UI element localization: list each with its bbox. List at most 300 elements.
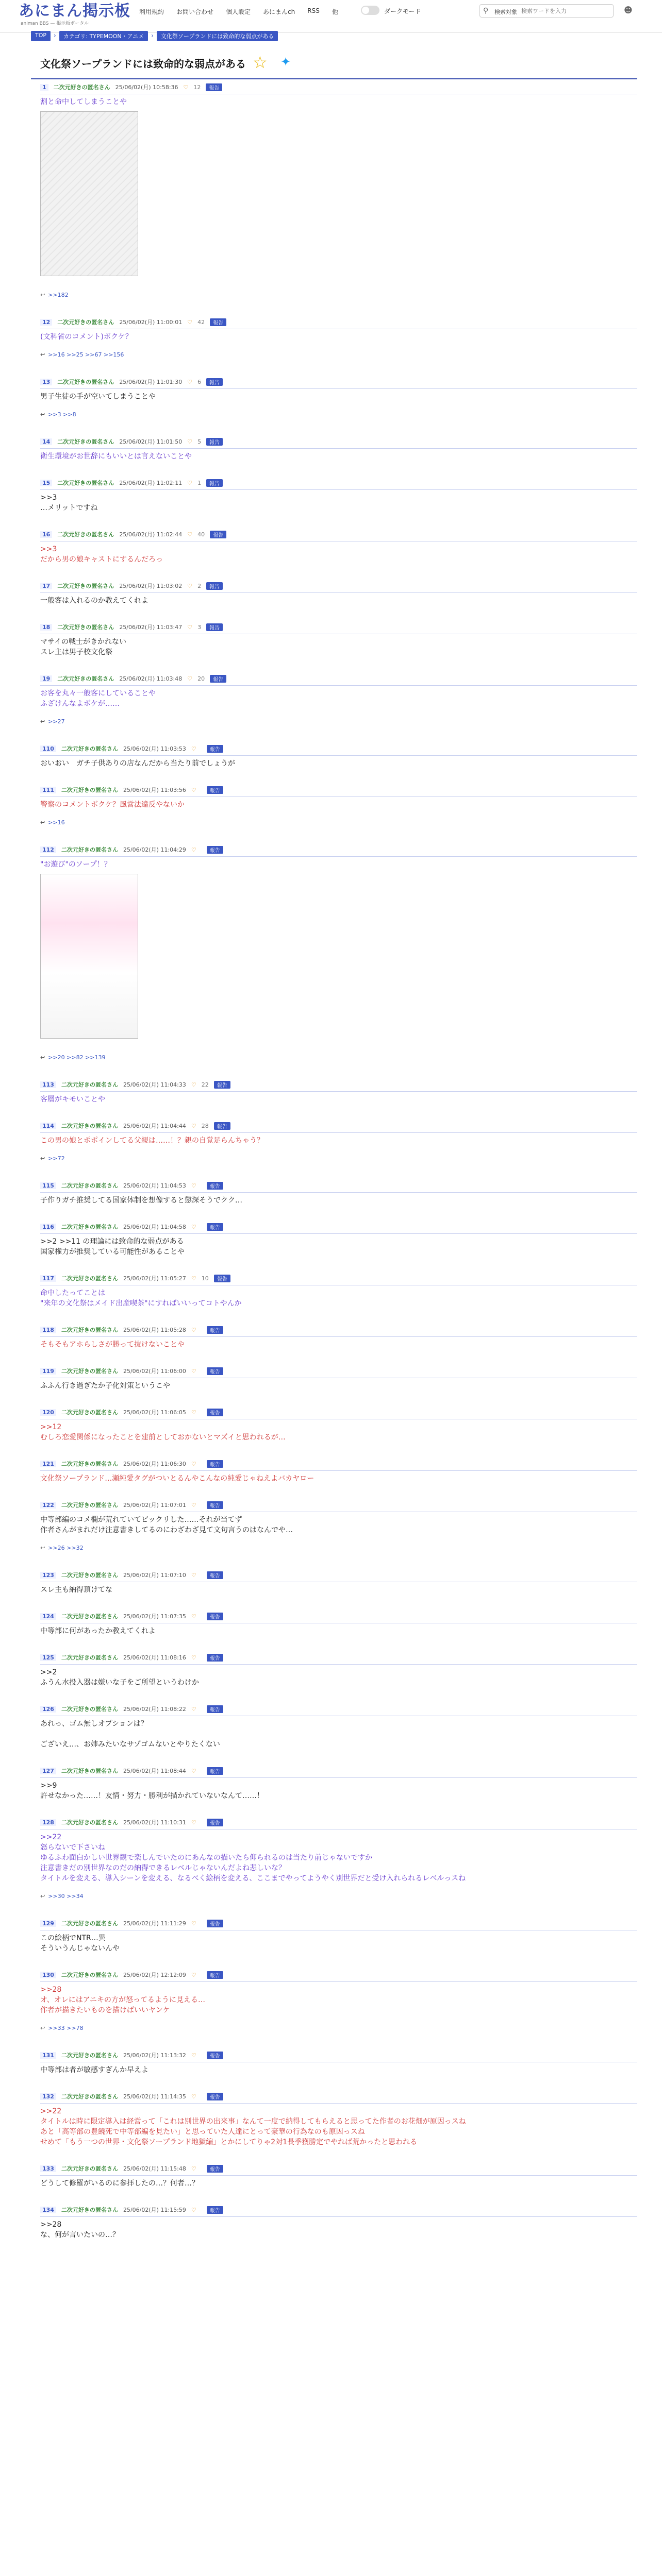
post-header bbox=[40, 1612, 223, 1621]
report-button[interactable]: 報告 bbox=[207, 1501, 223, 1509]
report-button[interactable]: 報告 bbox=[207, 846, 223, 854]
reply-links[interactable] bbox=[40, 411, 76, 418]
dark-mode-label: ダークモード bbox=[384, 8, 421, 15]
post bbox=[31, 317, 637, 377]
good-count: 28 bbox=[201, 1122, 209, 1129]
good-heart-icon[interactable]: ♡ bbox=[187, 318, 193, 326]
post-date: 25/06/02(月) 11:02:11 bbox=[119, 480, 183, 486]
post bbox=[31, 744, 637, 785]
post-date: 25/06/02(月) 11:07:35 bbox=[123, 1613, 186, 1620]
good-heart-icon[interactable]: ♡ bbox=[191, 1182, 196, 1189]
post-header bbox=[40, 1325, 223, 1334]
reply-links[interactable] bbox=[40, 1545, 84, 1551]
post-header bbox=[40, 744, 223, 753]
post-body: >>28 オ、オレにはアニキの方が怒ってるように見える… 作者が描きたいものを描けばいいヤンケ bbox=[40, 1986, 206, 2014]
good-heart-icon[interactable]: ♡ bbox=[191, 1223, 196, 1230]
post-date: 25/06/02(月) 11:04:33 bbox=[123, 1081, 186, 1088]
reply-links[interactable] bbox=[40, 2025, 84, 2031]
post-date: 25/06/02(月) 11:14:35 bbox=[123, 2093, 186, 2100]
post bbox=[31, 785, 637, 845]
post-number[interactable]: 122 bbox=[40, 1502, 56, 1509]
post-divider bbox=[40, 755, 637, 756]
report-button[interactable]: 報告 bbox=[207, 1571, 223, 1579]
post-header bbox=[40, 1459, 223, 1468]
post-divider bbox=[40, 796, 637, 797]
reply-link-list[interactable]: >>30 >>34 bbox=[48, 1893, 84, 1900]
reply-link-list[interactable]: >>72 bbox=[48, 1155, 65, 1162]
post-number[interactable]: 132 bbox=[40, 2093, 56, 2100]
good-heart-icon[interactable]: ♡ bbox=[191, 1571, 196, 1579]
post bbox=[31, 674, 637, 744]
post-date: 25/06/02(月) 11:01:30 bbox=[119, 379, 183, 385]
poster-name: 二次元好きの匿名さん bbox=[61, 787, 118, 793]
reply-link-list[interactable]: >>26 >>32 bbox=[48, 1545, 84, 1551]
post-date: 25/06/02(月) 12:12:09 bbox=[123, 1972, 186, 1978]
poster-name: 二次元好きの匿名さん bbox=[61, 2052, 118, 2059]
reply-arrow-icon: ↩ bbox=[40, 1545, 45, 1551]
reply-arrow-icon: ↩ bbox=[40, 819, 45, 826]
post-number[interactable]: 110 bbox=[40, 745, 56, 752]
post bbox=[31, 530, 637, 581]
post bbox=[31, 1766, 637, 1818]
dark-mode-toggle[interactable] bbox=[361, 6, 379, 15]
post-number[interactable]: 14 bbox=[40, 438, 52, 445]
post-divider bbox=[40, 1091, 637, 1092]
good-heart-icon[interactable]: ♡ bbox=[191, 1501, 196, 1509]
poster-name: 二次元好きの匿名さん bbox=[57, 319, 114, 326]
post-header bbox=[40, 1222, 223, 1231]
post-number[interactable]: 117 bbox=[40, 1275, 56, 1282]
report-button[interactable]: 報告 bbox=[207, 2206, 223, 2214]
post-divider bbox=[40, 2103, 637, 2104]
reply-arrow-icon: ↩ bbox=[40, 351, 45, 358]
good-heart-icon[interactable]: ♡ bbox=[191, 745, 196, 752]
post-body: >>9 許せなかった……！友情・努力・勝利が描かれていないなんて……！ bbox=[40, 1782, 264, 1800]
post-date: 25/06/02(月) 11:06:00 bbox=[123, 1368, 186, 1375]
reply-arrow-icon: ↩ bbox=[40, 1893, 45, 1900]
poster-name: 二次元好きの匿名さん bbox=[61, 1613, 118, 1620]
post bbox=[31, 2050, 637, 2092]
post-number[interactable]: 131 bbox=[40, 2052, 56, 2059]
post bbox=[31, 1181, 637, 1222]
post-date: 25/06/02(月) 11:03:02 bbox=[119, 583, 183, 589]
post-date: 25/06/02(月) 11:07:01 bbox=[123, 1502, 186, 1509]
post bbox=[31, 2092, 637, 2164]
post-number[interactable]: 18 bbox=[40, 624, 52, 631]
report-button[interactable]: 報告 bbox=[207, 1367, 223, 1375]
good-heart-icon[interactable]: ♡ bbox=[191, 1460, 196, 1467]
report-button[interactable]: 報告 bbox=[207, 1460, 223, 1468]
report-button[interactable]: 報告 bbox=[207, 2165, 223, 2173]
reply-arrow-icon: ↩ bbox=[40, 1155, 45, 1162]
good-heart-icon[interactable]: ♡ bbox=[191, 1326, 196, 1333]
post-date: 25/06/02(月) 11:04:44 bbox=[123, 1123, 186, 1129]
post bbox=[31, 437, 637, 478]
post-body: 客層がキモいことや bbox=[40, 1095, 105, 1104]
poster-name: 二次元好きの匿名さん bbox=[57, 379, 114, 385]
post-number[interactable]: 112 bbox=[40, 846, 56, 853]
post-header bbox=[40, 1121, 230, 1130]
post-date: 25/06/02(月) 11:10:31 bbox=[123, 1819, 186, 1826]
post-date: 25/06/02(月) 11:03:53 bbox=[123, 745, 186, 752]
report-button[interactable]: 報告 bbox=[206, 378, 223, 386]
post-divider bbox=[40, 1233, 637, 1234]
poster-name: 二次元好きの匿名さん bbox=[61, 2207, 118, 2213]
post-number[interactable]: 133 bbox=[40, 2165, 56, 2172]
post-header bbox=[40, 1704, 223, 1714]
report-button[interactable]: 報告 bbox=[207, 1223, 223, 1231]
post-body: おいおい ガチ子供ありの店なんだから当たり前でしょうが bbox=[40, 759, 235, 768]
favorite-star-icon[interactable]: ☆ bbox=[253, 53, 268, 72]
post-date: 25/06/02(月) 11:01:50 bbox=[119, 438, 183, 445]
breadcrumb-thread[interactable]: 文化祭ソープランドには致命的な弱点がある bbox=[157, 31, 278, 41]
good-heart-icon[interactable]: ♡ bbox=[191, 1920, 196, 1927]
reply-arrow-icon: ↩ bbox=[40, 1054, 45, 1061]
post-number[interactable]: 128 bbox=[40, 1819, 56, 1826]
report-button[interactable]: 報告 bbox=[206, 438, 223, 446]
post-number[interactable]: 126 bbox=[40, 1706, 56, 1713]
post-header bbox=[40, 437, 223, 446]
post-number[interactable]: 125 bbox=[40, 1654, 56, 1661]
report-button[interactable]: 報告 bbox=[214, 1275, 230, 1282]
post-header bbox=[40, 2164, 223, 2173]
poster-name: 二次元好きの匿名さん bbox=[61, 846, 118, 853]
report-button[interactable]: 報告 bbox=[207, 2052, 223, 2059]
post-number[interactable]: 115 bbox=[40, 1182, 56, 1189]
reply-links[interactable] bbox=[40, 819, 65, 826]
good-count: 42 bbox=[197, 318, 205, 326]
poster-name: 二次元好きの匿名さん bbox=[57, 531, 114, 538]
post-body: 子作りガチ推奨してる国家体制を想像すると懲深そうでクク… bbox=[40, 1196, 242, 1205]
post-number[interactable]: 118 bbox=[40, 1327, 56, 1333]
post-body: 割と命中してしまうことや bbox=[40, 98, 127, 106]
reply-arrow-icon: ↩ bbox=[40, 718, 45, 725]
good-heart-icon[interactable]: ♡ bbox=[191, 1122, 196, 1129]
good-count: 12 bbox=[193, 83, 201, 91]
post-divider bbox=[40, 1336, 637, 1337]
post-body: >>2 ふうん水投入器は嫌いな子をご所望というわけか bbox=[40, 1668, 199, 1687]
good-heart-icon[interactable]: ♡ bbox=[187, 479, 193, 486]
thread-title-box bbox=[31, 49, 637, 76]
post-date: 25/06/02(月) 11:15:59 bbox=[123, 2207, 186, 2213]
post-number[interactable]: 13 bbox=[40, 379, 52, 385]
site-logo-subtitle: animan BBS — 掲示板ポータル bbox=[21, 21, 89, 26]
post bbox=[31, 1818, 637, 1919]
post-date: 25/06/02(月) 11:03:56 bbox=[123, 787, 186, 793]
post-number[interactable]: 1 bbox=[40, 84, 48, 91]
report-button[interactable]: 報告 bbox=[207, 1326, 223, 1334]
search-scope-select[interactable]: 検索対象 bbox=[494, 9, 517, 15]
poster-name: 二次元好きの匿名さん bbox=[61, 1572, 118, 1579]
manga-panel-image[interactable] bbox=[40, 111, 138, 276]
post-number[interactable]: 127 bbox=[40, 1768, 56, 1774]
good-heart-icon[interactable]: ♡ bbox=[191, 2206, 196, 2213]
title-divider bbox=[31, 78, 637, 79]
good-heart-icon[interactable]: ♡ bbox=[187, 675, 193, 682]
good-heart-icon[interactable]: ♡ bbox=[187, 531, 193, 538]
twitter-share-icon[interactable]: ✦ bbox=[280, 55, 291, 69]
reply-link-list[interactable]: >>3 >>8 bbox=[48, 411, 76, 418]
reply-arrow-icon: ↩ bbox=[40, 292, 45, 298]
search-input[interactable] bbox=[521, 6, 609, 15]
post bbox=[31, 1704, 637, 1766]
report-button[interactable]: 報告 bbox=[210, 531, 226, 538]
reply-link-list[interactable]: >>33 >>78 bbox=[48, 2025, 84, 2031]
report-button[interactable]: 報告 bbox=[210, 675, 226, 683]
breadcrumb-category[interactable]: カテゴリ: TYPEMOON・アニメ bbox=[59, 31, 148, 41]
reply-links[interactable] bbox=[40, 718, 65, 725]
post-number[interactable]: 134 bbox=[40, 2207, 56, 2213]
top-nav bbox=[139, 7, 338, 16]
good-heart-icon[interactable]: ♡ bbox=[183, 83, 189, 91]
good-count: 6 bbox=[197, 378, 202, 385]
poster-name: 二次元好きの匿名さん bbox=[57, 675, 114, 682]
post-body: お客を丸々一般客にしていることや ふざけんなよボケが…… bbox=[40, 689, 156, 708]
post-header bbox=[40, 530, 226, 539]
good-heart-icon[interactable]: ♡ bbox=[191, 1081, 196, 1088]
post-body: >>28 な、何が言いたいの…？ bbox=[40, 2221, 120, 2239]
good-heart-icon[interactable]: ♡ bbox=[187, 582, 193, 589]
good-heart-icon[interactable]: ♡ bbox=[187, 623, 193, 631]
post-header bbox=[40, 1181, 223, 1190]
report-button[interactable]: 報告 bbox=[206, 83, 222, 91]
good-heart-icon[interactable]: ♡ bbox=[191, 846, 196, 853]
report-button[interactable]: 報告 bbox=[207, 786, 223, 794]
breadcrumb-separator-icon: › bbox=[151, 32, 154, 39]
poster-name: 二次元好きの匿名さん bbox=[57, 480, 114, 486]
post-body: >>22 怒らないで下さいね ゆるふわ面白かしい世界観で楽しんでいたのにあんなの描いたら仰られるのは当たり前じゃないですか 注意書きだの別世界なのだの納得できるレベルじゃないんだよね悲しいな？ タイトルを変える、導入シーンを変える、なるべく絵柄を変える、ここまでやってようやく別世界だと受け入れられるレベルっスね bbox=[40, 1833, 466, 1883]
good-heart-icon[interactable]: ♡ bbox=[191, 2093, 196, 2100]
good-heart-icon[interactable]: ♡ bbox=[191, 1654, 196, 1661]
post bbox=[31, 1919, 637, 1970]
post-date: 25/06/02(月) 11:08:22 bbox=[123, 1706, 186, 1713]
post-header bbox=[40, 581, 223, 590]
report-button[interactable]: 報告 bbox=[207, 1182, 223, 1190]
good-heart-icon[interactable]: ♡ bbox=[191, 1971, 196, 1978]
good-heart-icon[interactable]: ♡ bbox=[191, 2052, 196, 2059]
post-date: 25/06/02(月) 11:02:44 bbox=[119, 531, 183, 538]
good-count: 22 bbox=[201, 1081, 209, 1088]
post bbox=[31, 2164, 637, 2205]
report-button[interactable]: 報告 bbox=[214, 1081, 230, 1089]
good-heart-icon[interactable]: ♡ bbox=[191, 1367, 196, 1375]
site-logo[interactable]: あにまん掲示板 bbox=[19, 2, 130, 20]
good-heart-icon[interactable]: ♡ bbox=[191, 1819, 196, 1826]
post bbox=[31, 845, 637, 1080]
reply-links[interactable] bbox=[40, 1893, 84, 1900]
post-divider bbox=[40, 448, 637, 449]
post-date: 25/06/02(月) 11:08:44 bbox=[123, 1768, 186, 1774]
report-button[interactable]: 報告 bbox=[206, 582, 223, 590]
post-body: (文科省のコメント)ボクケ？ bbox=[40, 333, 133, 341]
post-divider bbox=[40, 592, 637, 593]
report-button[interactable]: 報告 bbox=[214, 1122, 230, 1130]
poster-name: 二次元好きの匿名さん bbox=[61, 1920, 118, 1927]
post-body: マサイの戦士がきかれない スレ主は男子校文化祭 bbox=[40, 638, 127, 656]
post-body: そもそもアホらしさが勝って抜けないことや bbox=[40, 1341, 185, 1349]
poster-name: 二次元好きの匿名さん bbox=[61, 1081, 118, 1088]
good-heart-icon[interactable]: ♡ bbox=[187, 378, 193, 385]
report-button[interactable]: 報告 bbox=[207, 1705, 223, 1713]
good-heart-icon[interactable]: ♡ bbox=[191, 2165, 196, 2172]
nav-animanch[interactable]: あにまんch bbox=[263, 8, 295, 15]
post-header bbox=[40, 1653, 223, 1662]
post-body: >>3 …メリットですね bbox=[40, 494, 98, 512]
post-number[interactable]: 16 bbox=[40, 531, 52, 538]
post bbox=[31, 1500, 637, 1570]
post-date: 25/06/02(月) 11:03:47 bbox=[119, 624, 183, 631]
post-body: この絵柄でNTR…異 そういうんじゃないんや bbox=[40, 1934, 120, 1953]
post-number[interactable]: 17 bbox=[40, 583, 52, 589]
poster-name: 二次元好きの匿名さん bbox=[61, 1768, 118, 1774]
report-button[interactable]: 報告 bbox=[207, 2093, 223, 2100]
post-header bbox=[40, 1570, 223, 1580]
post-number[interactable]: 129 bbox=[40, 1920, 56, 1927]
breadcrumb-separator-icon: › bbox=[54, 32, 56, 39]
post-header bbox=[40, 478, 223, 487]
post-header bbox=[40, 674, 226, 683]
report-button[interactable]: 報告 bbox=[210, 318, 226, 326]
sign-board-image[interactable] bbox=[40, 874, 138, 1039]
post-number[interactable]: 113 bbox=[40, 1081, 56, 1088]
good-count: 40 bbox=[197, 531, 205, 538]
post-header bbox=[40, 1919, 223, 1928]
post bbox=[31, 1080, 637, 1121]
post-number[interactable]: 119 bbox=[40, 1368, 56, 1375]
poster-name: 二次元好きの匿名さん bbox=[53, 84, 110, 91]
good-heart-icon[interactable]: ♡ bbox=[191, 1275, 196, 1282]
report-button[interactable]: 報告 bbox=[207, 1409, 223, 1416]
good-count: 3 bbox=[197, 623, 202, 631]
reply-link-list[interactable]: >>182 bbox=[48, 292, 69, 298]
report-button[interactable]: 報告 bbox=[207, 1819, 223, 1826]
reply-link-list[interactable]: >>20 >>82 >>139 bbox=[48, 1054, 106, 1061]
poster-name: 二次元好きの匿名さん bbox=[61, 1502, 118, 1509]
user-icon[interactable]: ☻ bbox=[624, 5, 633, 15]
report-button[interactable]: 報告 bbox=[207, 1971, 223, 1979]
good-heart-icon[interactable]: ♡ bbox=[191, 1409, 196, 1416]
post-body: どうして修羅がいるのに参拝したの…？何者…？ bbox=[40, 2179, 199, 2188]
report-button[interactable]: 報告 bbox=[207, 1920, 223, 1927]
post-divider bbox=[40, 1192, 637, 1193]
post-body: 男子生徒の手が空いてしまうことや bbox=[40, 393, 156, 401]
post bbox=[31, 1121, 637, 1181]
good-heart-icon[interactable]: ♡ bbox=[191, 1705, 196, 1713]
post-number[interactable]: 15 bbox=[40, 480, 52, 486]
post-body: ふふん行き過ぎたか子化対策というこや bbox=[40, 1382, 170, 1390]
nav-contact[interactable]: お問い合わせ bbox=[176, 8, 214, 15]
report-button[interactable]: 報告 bbox=[207, 1767, 223, 1775]
report-button[interactable]: 報告 bbox=[207, 1654, 223, 1662]
post-header bbox=[40, 1274, 230, 1283]
reply-links[interactable] bbox=[40, 292, 69, 298]
post-body: 警察のコメントボクケ？風営法違反やないか bbox=[40, 801, 185, 809]
reply-link-list[interactable]: >>16 bbox=[48, 819, 65, 826]
post-number[interactable]: 124 bbox=[40, 1613, 56, 1620]
post-divider bbox=[40, 388, 637, 389]
poster-name: 二次元好きの匿名さん bbox=[61, 2165, 118, 2172]
post-number[interactable]: 111 bbox=[40, 787, 56, 793]
reply-link-list[interactable]: >>27 bbox=[48, 718, 65, 725]
reply-links[interactable] bbox=[40, 1054, 106, 1061]
good-heart-icon[interactable]: ♡ bbox=[191, 786, 196, 793]
good-heart-icon[interactable]: ♡ bbox=[191, 1767, 196, 1774]
poster-name: 二次元好きの匿名さん bbox=[61, 1654, 118, 1661]
post-header bbox=[40, 1500, 223, 1510]
nav-other[interactable]: 他 bbox=[332, 8, 338, 15]
post-number[interactable]: 120 bbox=[40, 1409, 56, 1416]
nav-rss[interactable]: RSS bbox=[307, 7, 320, 14]
post-number[interactable]: 19 bbox=[40, 675, 52, 682]
post-date: 25/06/02(月) 11:11:29 bbox=[123, 1920, 186, 1927]
report-button[interactable]: 報告 bbox=[206, 479, 223, 487]
post-date: 25/06/02(月) 11:04:53 bbox=[123, 1182, 186, 1189]
post-divider bbox=[40, 2175, 637, 2176]
poster-name: 二次元好きの匿名さん bbox=[61, 1368, 118, 1375]
post-header bbox=[40, 1766, 223, 1775]
post bbox=[31, 1366, 637, 1408]
post-header bbox=[40, 82, 222, 92]
post-number[interactable]: 123 bbox=[40, 1572, 56, 1579]
post bbox=[31, 1274, 637, 1325]
post-number[interactable]: 114 bbox=[40, 1123, 56, 1129]
report-button[interactable]: 報告 bbox=[206, 623, 223, 631]
post-divider bbox=[40, 685, 637, 686]
breadcrumb bbox=[31, 31, 278, 41]
search-box bbox=[479, 4, 614, 18]
post-date: 25/06/02(月) 11:15:48 bbox=[123, 2165, 186, 2172]
post bbox=[31, 1570, 637, 1612]
reply-link-list[interactable]: >>16 >>25 >>67 >>156 bbox=[48, 351, 124, 358]
good-heart-icon[interactable]: ♡ bbox=[187, 438, 193, 445]
breadcrumb-top[interactable]: TOP bbox=[31, 31, 51, 41]
search-icon[interactable]: ⚲ bbox=[483, 7, 489, 15]
post-header bbox=[40, 2092, 223, 2101]
post-body: 文化祭ソープランド…瀬純愛タグがついとるんやこんなの純愛じゃねえよバカヤロー bbox=[40, 1475, 315, 1483]
post-date: 25/06/02(月) 11:08:16 bbox=[123, 1654, 186, 1661]
reply-links[interactable] bbox=[40, 1155, 65, 1162]
post-header bbox=[40, 2050, 223, 2060]
reply-arrow-icon: ↩ bbox=[40, 2025, 45, 2031]
poster-name: 二次元好きの匿名さん bbox=[61, 2093, 118, 2100]
post-number[interactable]: 130 bbox=[40, 1972, 56, 1978]
poster-name: 二次元好きの匿名さん bbox=[61, 1123, 118, 1129]
post-body: >>2 >>11 の理論には致命的な弱点がある 国家権力が推奨している可能性があることや bbox=[40, 1238, 185, 1256]
report-button[interactable]: 報告 bbox=[207, 1613, 223, 1620]
post-number[interactable]: 121 bbox=[40, 1461, 56, 1467]
post bbox=[31, 581, 637, 622]
post-date: 25/06/02(月) 11:03:48 bbox=[119, 675, 183, 682]
post bbox=[31, 1325, 637, 1366]
post-date: 25/06/02(月) 11:13:32 bbox=[123, 2052, 186, 2059]
post-divider bbox=[40, 2216, 637, 2217]
post-body: 中等部に何があったか教えてくれよ bbox=[40, 1627, 156, 1635]
post-body: 中等部は者が敏感すぎんか早えよ bbox=[40, 2066, 148, 2074]
post-header bbox=[40, 845, 223, 854]
nav-terms[interactable]: 利用規約 bbox=[139, 8, 164, 15]
nav-settings[interactable]: 個人設定 bbox=[226, 8, 251, 15]
post-divider bbox=[40, 1132, 637, 1133]
post-number[interactable]: 116 bbox=[40, 1224, 56, 1230]
post-header bbox=[40, 785, 223, 794]
post bbox=[31, 1612, 637, 1653]
reply-links[interactable] bbox=[40, 351, 124, 358]
good-heart-icon[interactable]: ♡ bbox=[191, 1613, 196, 1620]
report-button[interactable]: 報告 bbox=[207, 745, 223, 753]
post bbox=[31, 1222, 637, 1274]
good-count: 20 bbox=[197, 675, 205, 682]
post-number[interactable]: 12 bbox=[40, 319, 52, 326]
